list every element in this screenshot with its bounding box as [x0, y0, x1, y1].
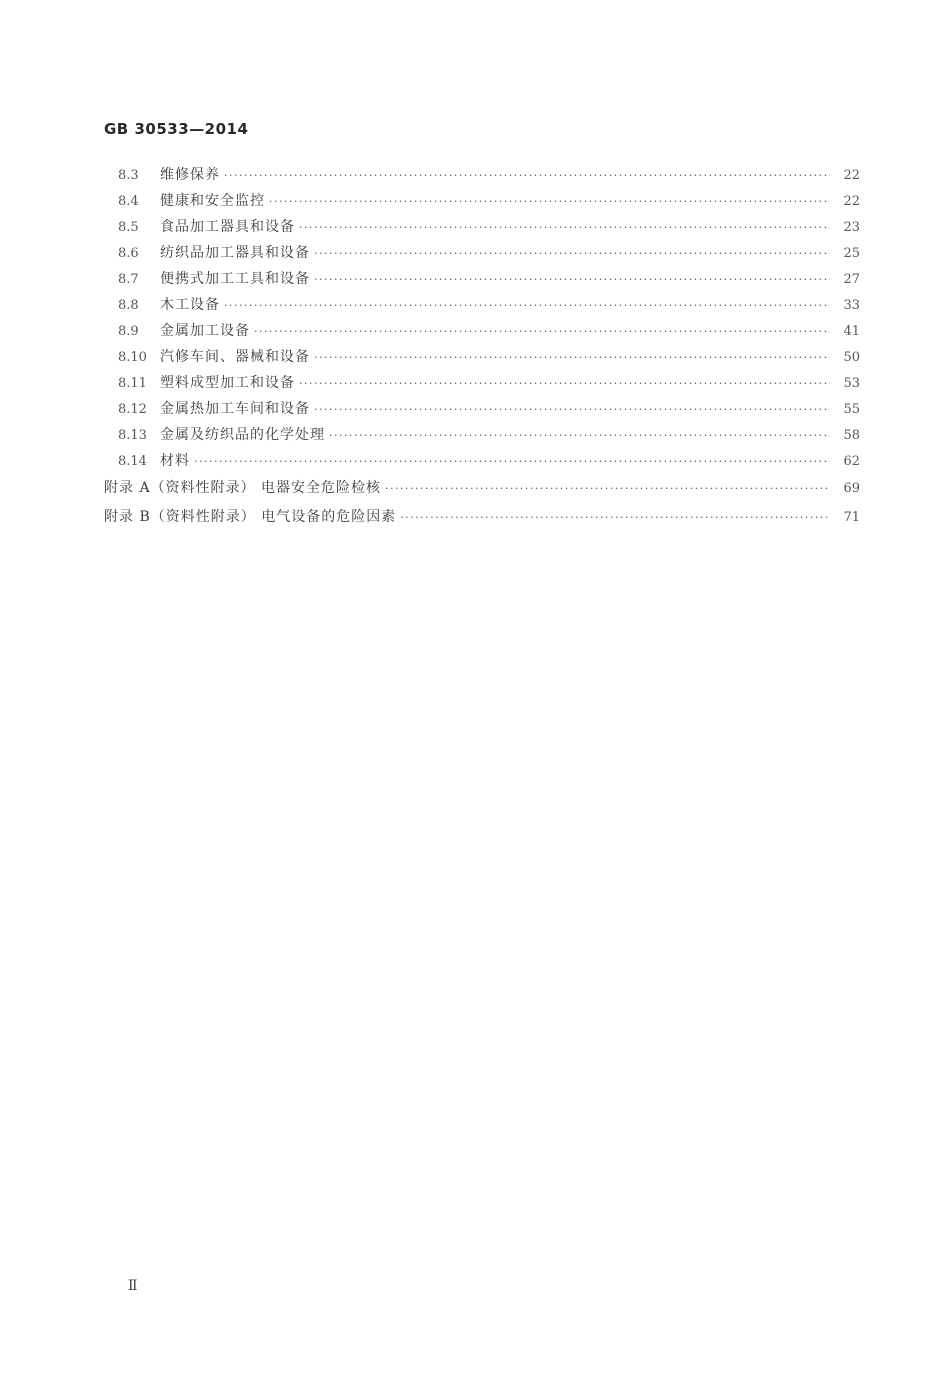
toc-entry-number: 8.10	[118, 350, 147, 365]
toc-entry-appendix-a[interactable]	[104, 474, 860, 503]
dot-leader	[314, 397, 830, 423]
toc-entry-page: 53	[843, 376, 860, 391]
toc-entry-8-4[interactable]	[104, 188, 860, 214]
dot-leader	[254, 319, 830, 345]
toc-entry-8-11[interactable]	[104, 370, 860, 396]
toc-entry-title: 金属热加工车间和设备	[160, 401, 310, 417]
dot-leader	[329, 423, 830, 449]
toc-entry-title: 汽修车间、器械和设备	[160, 349, 310, 365]
dot-leader	[385, 474, 830, 503]
dot-leader	[314, 267, 830, 293]
toc-entry-8-7[interactable]	[104, 266, 860, 292]
toc-entry-number: 8.12	[118, 402, 147, 417]
toc-entry-number: 8.6	[118, 246, 139, 261]
toc-entry-page: 58	[843, 428, 860, 443]
document-code-header: GB 30533—2014	[104, 120, 249, 138]
toc-entry-title: 纺织品加工器具和设备	[160, 245, 310, 261]
toc-entry-page: 50	[843, 350, 860, 365]
toc-entry-title: 维修保养	[160, 167, 220, 183]
toc-entry-page: 55	[843, 402, 860, 417]
toc-entry-8-14[interactable]	[104, 448, 860, 474]
toc-entry-number: 8.5	[118, 220, 139, 235]
toc-entry-8-10[interactable]	[104, 344, 860, 370]
toc-entry-number: 8.14	[118, 454, 147, 469]
toc-entry-title: 附录 A（资料性附录） 电器安全危险检核	[104, 480, 382, 496]
toc-entry-page: 62	[843, 454, 860, 469]
toc-entry-page: 22	[843, 168, 860, 183]
dot-leader	[224, 163, 830, 189]
toc-entry-8-9[interactable]	[104, 318, 860, 344]
toc-entry-number: 8.4	[118, 194, 139, 209]
dot-leader	[299, 215, 830, 241]
table-of-contents	[104, 162, 860, 532]
toc-entry-appendix-b[interactable]	[104, 503, 860, 532]
toc-entry-number: 8.13	[118, 428, 147, 443]
toc-entry-title: 塑料成型加工和设备	[160, 375, 295, 391]
toc-entry-number: 8.9	[118, 324, 139, 339]
toc-entry-page: 33	[843, 298, 860, 313]
toc-entry-page: 71	[843, 510, 860, 525]
page-number: Ⅱ	[128, 1278, 138, 1294]
toc-entry-number: 8.8	[118, 298, 139, 313]
toc-entry-number: 8.11	[118, 376, 147, 391]
dot-leader	[299, 371, 830, 397]
dot-leader	[314, 241, 830, 267]
toc-entry-8-8[interactable]	[104, 292, 860, 318]
toc-entry-title: 便携式加工工具和设备	[160, 271, 310, 287]
toc-entry-title: 材料	[160, 453, 190, 469]
toc-entry-8-6[interactable]	[104, 240, 860, 266]
toc-entry-page: 41	[843, 324, 860, 339]
toc-entry-8-5[interactable]	[104, 214, 860, 240]
toc-entry-number: 8.7	[118, 272, 139, 287]
toc-entry-title: 木工设备	[160, 297, 220, 313]
toc-entry-number: 8.3	[118, 168, 139, 183]
toc-entry-page: 25	[843, 246, 860, 261]
toc-entry-page: 27	[843, 272, 860, 287]
toc-entry-title: 金属加工设备	[160, 323, 250, 339]
dot-leader	[400, 503, 830, 532]
toc-entry-8-12[interactable]	[104, 396, 860, 422]
dot-leader	[194, 449, 830, 475]
toc-entry-8-13[interactable]	[104, 422, 860, 448]
toc-entry-title: 附录 B（资料性附录） 电气设备的危险因素	[104, 509, 397, 525]
dot-leader	[269, 189, 830, 215]
toc-entry-page: 69	[843, 481, 860, 496]
toc-entry-8-3[interactable]	[104, 162, 860, 188]
toc-entry-page: 22	[843, 194, 860, 209]
dot-leader	[314, 345, 830, 371]
dot-leader	[224, 293, 830, 319]
toc-entry-title: 健康和安全监控	[160, 193, 265, 209]
toc-entry-title: 金属及纺织品的化学处理	[160, 427, 325, 443]
toc-entry-title: 食品加工器具和设备	[160, 219, 295, 235]
toc-entry-page: 23	[843, 220, 860, 235]
